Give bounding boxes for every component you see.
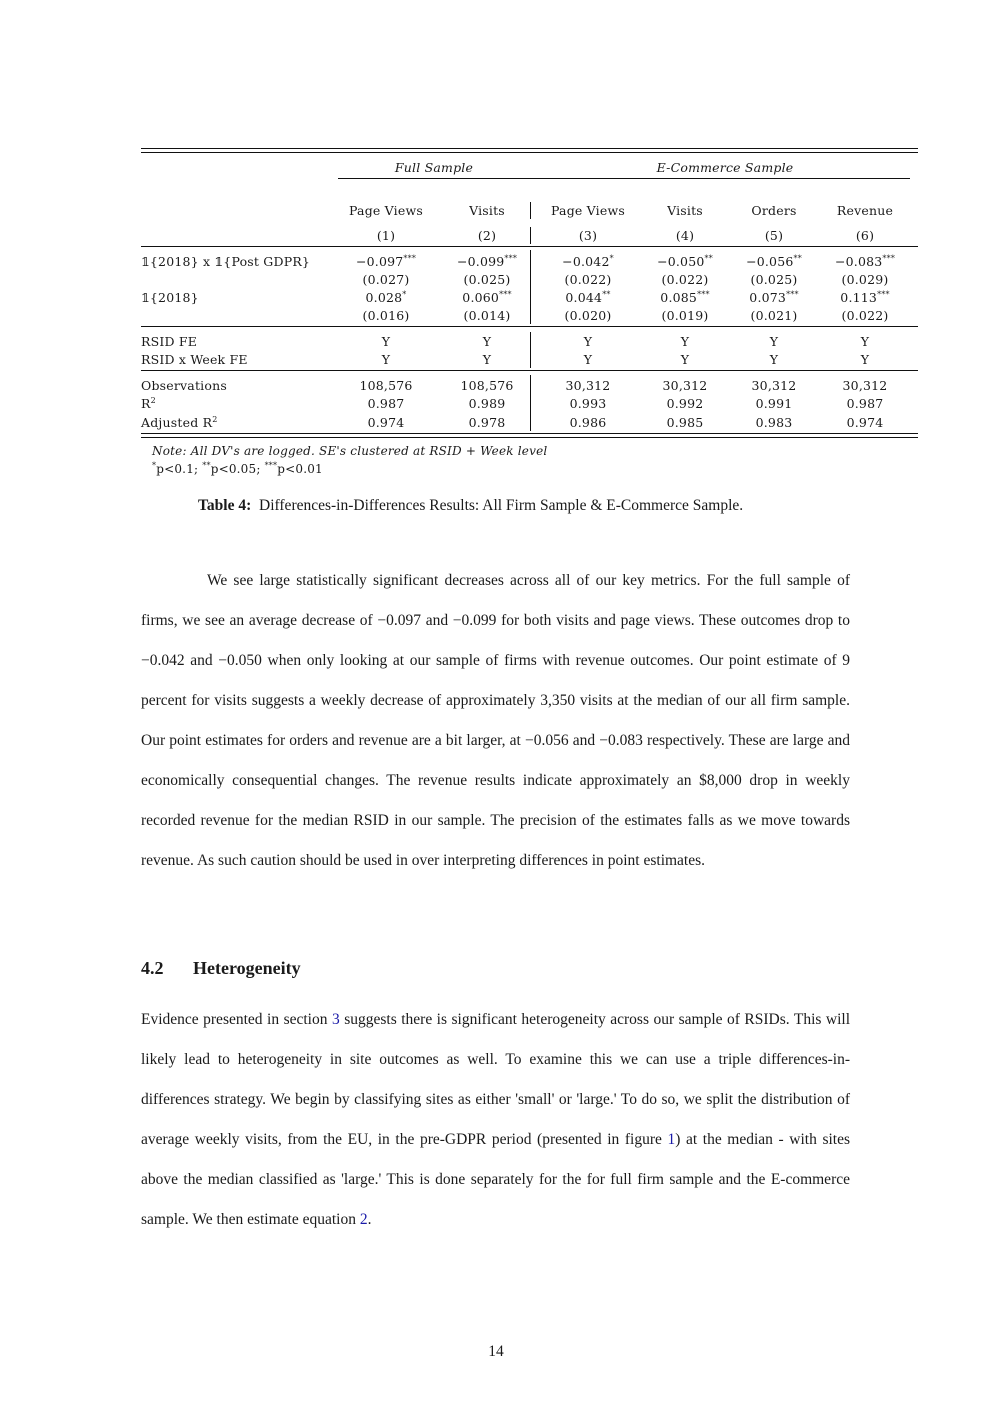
rsid-fe-6: Y	[860, 334, 870, 349]
row-label-rsid-week-fe: RSID x Week FE	[141, 352, 248, 367]
rsid-week-fe-1: Y	[381, 352, 391, 367]
coef-2018-5: 0.073***	[749, 290, 799, 305]
coef-interaction-4: −0.050**	[657, 254, 713, 269]
table-note: Note: All DV's are logged. SE's clustered at RSID + Week level	[152, 444, 548, 458]
coef-2018-2: 0.060***	[462, 290, 512, 305]
observations-6: 30,312	[842, 378, 888, 393]
observations-2: 108,576	[460, 378, 514, 393]
heterogeneity-paragraph	[141, 1000, 850, 1240]
se-interaction-1: (0.027)	[362, 272, 410, 287]
page-number: 14	[488, 1343, 504, 1360]
row-label-interaction: 𝟙{2018} x 𝟙{Post GDPR}	[141, 254, 311, 269]
section-title: Heterogeneity	[193, 958, 301, 978]
paragraph-text: We see large statistically significant decreases across all of our key metrics. For the full sample of firms, we see an average decrease of −0.097 and −0.099 for both visits and page views. These outcomes drop to −0.042 and −0.050 when only looking at our sample of firms with revenue outcomes. Our point estimate of 9 percent for visits suggests a weekly decrease of approximately 3,350 visits at the median of our all firm sample. Our point estimates for orders and revenue are a bit larger, at −0.056 and −0.083 respectively. These are large and economically consequential changes. The revenue results indicate approximately an $8,000 drop in weekly recorded revenue for the median RSID in our sample. The precision of the estimates falls as we move towards revenue. As such caution should be used in over interpreting differences in point estimates.	[141, 572, 850, 869]
se-interaction-5: (0.025)	[750, 272, 798, 287]
section-heading	[141, 958, 301, 979]
observations-4: 30,312	[662, 378, 708, 393]
r2-4: 0.992	[666, 396, 704, 411]
se-2018-6: (0.022)	[841, 308, 889, 323]
r2-1: 0.987	[367, 396, 405, 411]
rsid-fe-2: Y	[482, 334, 492, 349]
coef-interaction-6: −0.083***	[834, 254, 896, 269]
coef-2018-4: 0.085***	[660, 290, 710, 305]
vertical-separator	[530, 202, 531, 219]
se-interaction-6: (0.029)	[841, 272, 889, 287]
r2-5: 0.991	[755, 396, 793, 411]
rsid-fe-4: Y	[680, 334, 690, 349]
row-label-adj-r2: Adjusted $R^2$	[141, 415, 218, 430]
rsid-fe-5: Y	[769, 334, 779, 349]
r2-6: 0.987	[846, 396, 884, 411]
se-2018-5: (0.021)	[750, 308, 798, 323]
vertical-separator	[530, 227, 531, 244]
results-paragraph	[141, 561, 850, 881]
observations-3: 30,312	[565, 378, 611, 393]
vertical-separator	[530, 250, 531, 324]
col-header-3: Page Views	[551, 203, 625, 218]
se-2018-2: (0.014)	[463, 308, 511, 323]
adj-r2-4: 0.985	[666, 415, 704, 430]
r2-3: 0.993	[569, 396, 607, 411]
group-underline	[338, 178, 910, 179]
coef-2018-1: 0.028*	[365, 290, 407, 305]
rsid-week-fe-6: Y	[860, 352, 870, 367]
se-interaction-2: (0.025)	[463, 272, 511, 287]
adj-r2-3: 0.986	[569, 415, 607, 430]
coef-interaction-3: −0.042*	[562, 254, 614, 269]
coef-2018-3: 0.044**	[565, 290, 611, 305]
adj-r2-5: 0.983	[755, 415, 793, 430]
rsid-week-fe-2: Y	[482, 352, 492, 367]
section-number: 4.2	[141, 958, 164, 978]
group-header-ecommerce-sample: E-Commerce Sample	[656, 160, 794, 175]
rsid-week-fe-5: Y	[769, 352, 779, 367]
table-top-rule	[141, 148, 918, 149]
rsid-week-fe-4: Y	[680, 352, 690, 367]
col-header-2: Visits	[469, 203, 505, 218]
observations-5: 30,312	[751, 378, 797, 393]
section-reference-link[interactable]: 3	[331, 1011, 340, 1028]
table-top-rule-2	[141, 152, 918, 153]
coef-interaction-5: −0.056**	[746, 254, 802, 269]
col-number-6: (6)	[855, 228, 875, 243]
col-number-3: (3)	[578, 228, 598, 243]
caption-label: Table 4:	[198, 497, 252, 514]
col-number-1: (1)	[376, 228, 396, 243]
vertical-separator	[530, 332, 531, 368]
adj-r2-2: 0.978	[468, 415, 506, 430]
coef-bottom-rule	[141, 326, 918, 327]
rsid-fe-1: Y	[381, 334, 391, 349]
col-header-6: Revenue	[836, 203, 894, 218]
coef-interaction-2: −0.099***	[456, 254, 518, 269]
col-header-1: Page Views	[349, 203, 423, 218]
equation-reference-link[interactable]: 2	[359, 1211, 368, 1228]
significance-legend: *p<0.1; **p<0.05; ***p<0.01	[152, 461, 323, 476]
row-label-2018: 𝟙{2018}	[141, 290, 199, 305]
coef-interaction-1: −0.097***	[355, 254, 417, 269]
col-number-5: (5)	[764, 228, 784, 243]
caption-text: Differences-in-Differences Results: All Firm Sample & E-Commerce Sample.	[259, 497, 744, 514]
se-interaction-3: (0.022)	[564, 272, 612, 287]
group-header-full-sample: Full Sample	[394, 160, 474, 175]
fe-bottom-rule	[141, 370, 918, 371]
adj-r2-1: 0.974	[367, 415, 405, 430]
table-bottom-rule-2	[141, 437, 918, 438]
paragraph-text: Evidence presented in section 3 suggests there is significant heterogeneity across our sample of RSIDs. This will likely lead to heterogeneity in site outcomes as well. To examine this we can use a triple differences-in-differences strategy. We begin by classifying sites as either 'small' or 'large.' To do so, we split the distribution of average weekly visits, from the EU, in the pre-GDPR period (presented in figure 1) at the median - with sites above the median classified as 'large.' This is done separately for the for full firm sample and the E-commerce sample. We then estimate equation 2.	[141, 1011, 851, 1228]
se-2018-3: (0.020)	[564, 308, 612, 323]
vertical-separator	[530, 375, 531, 431]
se-2018-4: (0.019)	[661, 308, 709, 323]
coef-2018-6: 0.113***	[840, 290, 890, 305]
rsid-fe-3: Y	[583, 334, 593, 349]
col-header-4: Visits	[667, 203, 703, 218]
table-caption	[198, 496, 798, 516]
table-bottom-rule	[141, 433, 918, 434]
header-bottom-rule	[141, 246, 918, 247]
r2-2: 0.989	[468, 396, 506, 411]
figure-reference-link[interactable]: 1	[667, 1131, 676, 1148]
col-number-2: (2)	[477, 228, 497, 243]
adj-r2-6: 0.974	[846, 415, 884, 430]
row-label-observations: Observations	[141, 378, 227, 393]
col-number-4: (4)	[675, 228, 695, 243]
row-label-r2: $R^2$	[141, 396, 156, 411]
row-label-rsid-fe: RSID FE	[141, 334, 198, 349]
observations-1: 108,576	[359, 378, 413, 393]
se-interaction-4: (0.022)	[661, 272, 709, 287]
rsid-week-fe-3: Y	[583, 352, 593, 367]
se-2018-1: (0.016)	[362, 308, 410, 323]
col-header-5: Orders	[751, 203, 797, 218]
